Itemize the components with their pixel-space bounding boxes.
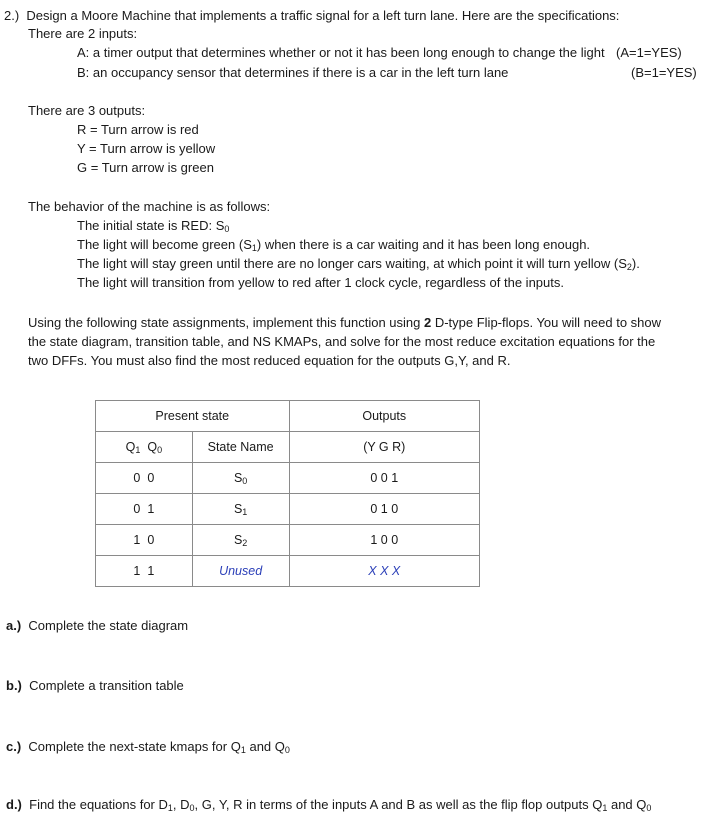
problem-number: 2.) — [4, 8, 20, 23]
col-state-name: State Name — [192, 432, 289, 463]
table-row — [96, 556, 480, 587]
part-c: c.) Complete the next-state kmaps for $Q_1$ and $Q_0$ — [6, 739, 290, 755]
row-q: 0 1 — [96, 494, 193, 525]
row-q: 0 0 — [96, 463, 193, 494]
row-state: $S_2$ — [192, 525, 289, 556]
part-a: a.) Complete the state diagram — [6, 618, 189, 633]
behavior-intro: The behavior of the machine is as follows: — [28, 199, 271, 214]
output-g: G = Turn arrow is green — [77, 160, 214, 175]
row-state-unused: Unused — [192, 556, 289, 587]
col-q1-q0: $Q_1$ $Q_0$ — [96, 432, 193, 463]
behavior-2: The light will become green $(S_1)$ when there is a car waiting and it has been long enough. — [77, 237, 591, 253]
instructions-line-2: the state diagram, transition table, and NS KMAPs, and solve for the most reduce excitation equations for the — [28, 334, 656, 349]
inputs-intro: There are 2 inputs: — [28, 26, 138, 41]
problem-heading — [4, 8, 619, 24]
part-b: b.) Complete a transition table — [6, 678, 184, 693]
row-q: 1 0 — [96, 525, 193, 556]
table-row — [96, 525, 480, 556]
table-row — [96, 494, 480, 525]
row-outputs: 1 0 0 — [289, 525, 479, 556]
state-assignment-table — [95, 400, 480, 587]
instructions-line-1: Using the following state assignments, implement this function using 2 D-type Flip-flops. You will need to show — [28, 315, 662, 330]
input-b-note: (B=1=YES) — [631, 65, 697, 80]
row-outputs-dontcare: X X X — [289, 556, 479, 587]
col-outputs-ygr: (Y G R) — [289, 432, 479, 463]
row-state: $S_1$ — [192, 494, 289, 525]
behavior-1: The initial state is RED: $S_0$ — [77, 218, 230, 234]
instructions-line-3: two DFFs. You must also find the most reduced equation for the outputs G,Y, and R. — [28, 353, 511, 368]
input-a: A: a timer output that determines whether or not it has been long enough to change the light — [77, 45, 605, 60]
output-r: R = Turn arrow is red — [77, 122, 199, 137]
outputs-intro: There are 3 outputs: — [28, 103, 146, 118]
input-a-note: (A=1=YES) — [616, 45, 682, 60]
header-present-state: Present state — [96, 401, 290, 432]
table-header-row — [96, 401, 480, 432]
input-b: B: an occupancy sensor that determines if there is a car in the left turn lane — [77, 65, 509, 80]
header-outputs: Outputs — [289, 401, 479, 432]
behavior-3: The light will stay green until there are no longer cars waiting, at which point it will turn yellow $(S_2)$. — [77, 256, 640, 272]
part-d: d.) Find the equations for $D_1$, $D_0$, G, Y, R in terms of the inputs A and B as well as the flip flop outputs $Q_1$ and $Q_0$ — [6, 797, 652, 813]
output-y: Y = Turn arrow is yellow — [77, 141, 216, 156]
behavior-4: The light will transition from yellow to red after 1 clock cycle, regardless of the inputs. — [77, 275, 564, 290]
row-state: $S_0$ — [192, 463, 289, 494]
row-outputs: 0 1 0 — [289, 494, 479, 525]
row-q: 1 1 — [96, 556, 193, 587]
problem-title: Design a Moore Machine that implements a traffic signal for a left turn lane. Here are the specifications: — [26, 8, 620, 23]
row-outputs: 0 0 1 — [289, 463, 479, 494]
table-row — [96, 463, 480, 494]
table-subheader-row — [96, 432, 480, 463]
